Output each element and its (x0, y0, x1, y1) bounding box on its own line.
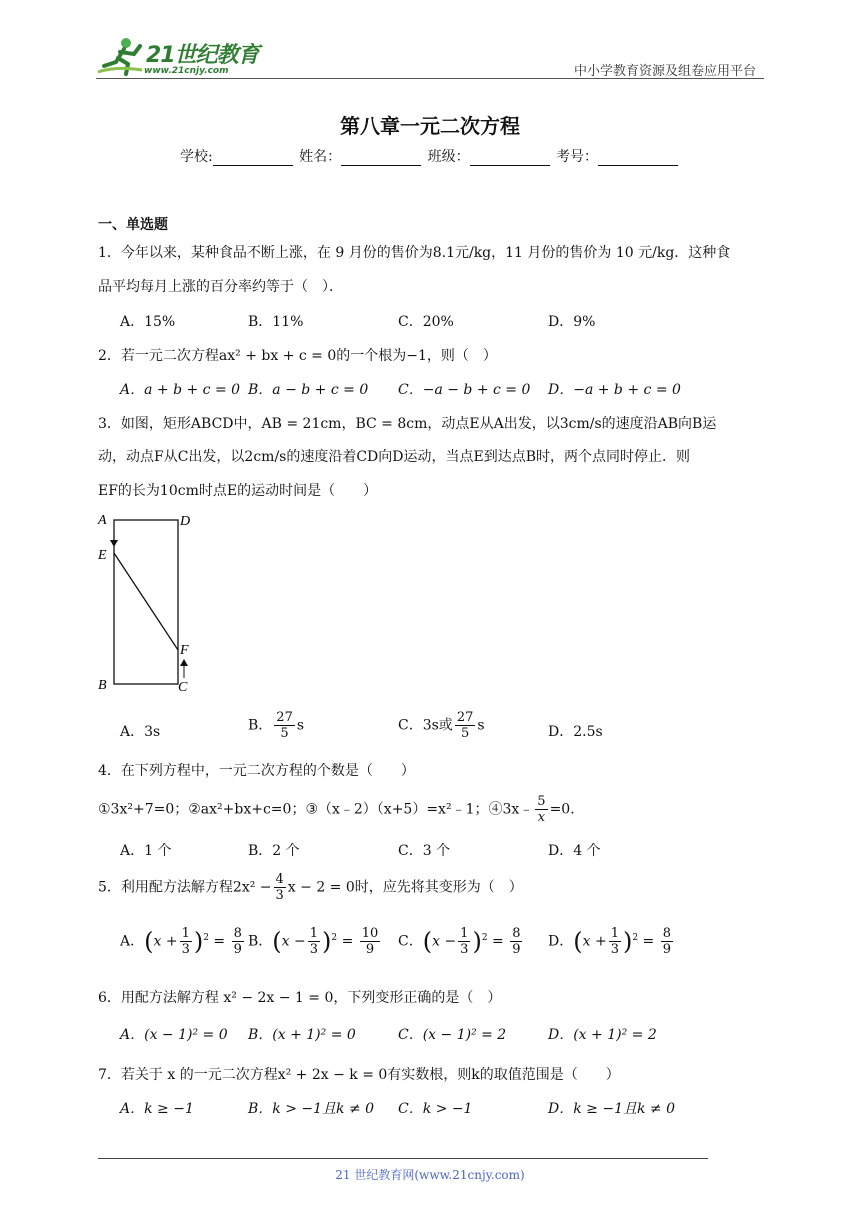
name-label: 姓名： (299, 149, 342, 165)
label-a: A (98, 513, 107, 528)
q6-option-a[interactable]: A．(x − 1)² = 0 (120, 1027, 228, 1043)
q3-option-a[interactable]: A．3s (120, 724, 161, 740)
header-platform-text: 中小学教育资源及组卷应用平台 (573, 64, 756, 79)
option-fraction (609, 926, 621, 957)
label-c: C (178, 680, 188, 695)
q5-option-b[interactable]: B．(x − $\frac{1}{3}$ )$^2$ = $\frac{10}{9}$ (248, 926, 379, 957)
name-blank[interactable] (341, 151, 421, 166)
fraction-denominator: 3 (275, 888, 284, 903)
q4-equations-text: ①3x²+7=0；②ax²+bx+c=0；③（x﹣2）（x+5）=x²﹣1；④3x﹣ (98, 801, 534, 818)
logo-text: 21世纪教育 (146, 43, 259, 68)
school-label: 学校: (179, 149, 213, 165)
fraction-numerator: 1 (309, 926, 319, 941)
option-inner: x − (432, 933, 457, 950)
segment-ef (114, 553, 178, 650)
q5-option-d[interactable]: D．(x + $\frac{1}{3}$ )$^2$ = $\frac{8}{9}$ (548, 926, 671, 957)
q3-option-c-fraction (455, 710, 476, 741)
exam-no-blank[interactable] (598, 151, 678, 166)
q1-option-a[interactable]: A．15% (120, 314, 176, 330)
school-blank[interactable] (213, 151, 293, 166)
q6-option-c[interactable]: C．(x − 1)² = 2 (398, 1027, 507, 1043)
option-fraction (458, 926, 470, 957)
fraction-denominator: x (537, 810, 546, 825)
runner-logo-icon (96, 36, 144, 76)
option-rhs-fraction (661, 926, 673, 957)
fraction-numerator: 8 (662, 926, 671, 941)
q2-option-c[interactable]: C．−a − b + c = 0 (398, 382, 531, 398)
fraction-numerator: 27 (456, 710, 474, 725)
q3-option-b-label: B． (248, 717, 273, 734)
rectangle-figure (96, 510, 206, 695)
class-blank[interactable] (470, 151, 550, 166)
option-inner: x + (582, 933, 607, 950)
fraction-numerator: 10 (361, 926, 379, 941)
q5-text-a: 5．利用配方法解方程2x² − (98, 879, 272, 896)
fraction-denominator: 9 (662, 942, 671, 957)
label-f: F (180, 643, 189, 658)
q3-option-b-fraction (274, 710, 295, 741)
footer-divider (98, 1158, 708, 1159)
option-inner: x − (281, 933, 306, 950)
q1-option-b[interactable]: B．11% (248, 314, 304, 330)
fraction-numerator: 1 (610, 926, 619, 941)
fraction-denominator: 3 (460, 942, 469, 957)
option-inner: x + (153, 933, 178, 950)
q4-option-b[interactable]: B．2 个 (248, 843, 300, 859)
question-2-line-1: 2．若一元二次方程ax² + bx + c = 0的一个根为−1，则（ ） (98, 348, 497, 364)
footer-text[interactable]: 21 世纪教育网(www.21cnjy.com) (335, 1168, 525, 1182)
fraction-denominator: 3 (181, 942, 190, 957)
fraction-denominator: 3 (309, 942, 319, 957)
q4-equations-end: =0． (549, 801, 585, 818)
q4-option-a[interactable]: A．1 个 (120, 843, 172, 859)
label-b: B (98, 678, 107, 693)
exam-no-label: 考号： (556, 149, 599, 165)
option-label: D． (548, 933, 574, 950)
question-4-line-1: 4．在下列方程中，一元二次方程的个数是（ ） (98, 763, 415, 779)
arrow-e-head (110, 540, 118, 547)
fraction-denominator: 5 (460, 726, 470, 741)
label-d: D (180, 514, 191, 529)
q5-option-c[interactable]: C．(x − $\frac{1}{3}$ )$^2$ = $\frac{8}{9}$ (398, 926, 521, 957)
fraction-numerator: 8 (233, 926, 242, 941)
question-4-line-2 (98, 794, 584, 825)
logo-url: www.21cnjy.com (144, 66, 229, 76)
fraction-denominator: 9 (512, 942, 521, 957)
q2-option-a[interactable]: A．a + b + c = 0 (120, 382, 241, 398)
q4-option-d[interactable]: D．4 个 (548, 843, 601, 859)
label-e: E (98, 548, 107, 563)
arrow-f-head (180, 659, 188, 666)
q7-option-b[interactable]: B．k > −1且k ≠ 0 (248, 1101, 375, 1117)
question-3-line-3: EF的长为10cm时点E的运动时间是（ ） (98, 483, 378, 499)
option-rhs-fraction (232, 926, 244, 957)
question-3-line-1: 3．如图，矩形ABCD中，AB = 21cm，BC = 8cm，动点E从A出发，以3cm/s的速度沿AB向B运 (98, 416, 717, 432)
fraction-numerator: 8 (512, 926, 521, 941)
q2-option-d[interactable]: D．−a + b + c = 0 (548, 382, 681, 398)
option-fraction (308, 926, 320, 957)
q5-text-b: x − 2 = 0时，应先将其变形为（ ） (287, 879, 523, 896)
q3-option-b-unit: s (296, 717, 305, 734)
option-rhs-fraction (510, 926, 522, 957)
q4-fraction (535, 794, 547, 825)
q5-fraction (274, 872, 286, 903)
q1-option-d[interactable]: D．9% (548, 314, 596, 330)
fraction-numerator: 5 (537, 794, 546, 809)
option-label: A． (120, 933, 145, 950)
q3-option-d[interactable]: D．2.5s (548, 724, 603, 740)
q3-option-c-label: C．3s或 (398, 717, 453, 734)
question-1-line-2: 品平均每月上涨的百分率约等于（ ）． (98, 279, 343, 295)
fraction-numerator: 27 (276, 710, 293, 725)
fraction-numerator: 4 (275, 872, 284, 887)
q2-option-b[interactable]: B．a − b + c = 0 (248, 382, 369, 398)
page-title: 第八章一元二次方程 (340, 114, 520, 138)
student-fields (0, 146, 860, 166)
option-label: C． (398, 933, 423, 950)
section-heading: 一、单选题 (98, 217, 168, 233)
fraction-denominator: 9 (233, 942, 242, 957)
question-6-line-1: 6．用配方法解方程 x² − 2x − 1 = 0，下列变形正确的是（ ） (98, 990, 502, 1006)
q3-option-b[interactable] (248, 710, 304, 741)
option-rhs-fraction (360, 926, 381, 957)
header-divider (96, 78, 764, 79)
fraction-numerator: 1 (181, 926, 190, 941)
option-fraction (180, 926, 192, 957)
q5-option-a[interactable]: A．(x + $\frac{1}{3}$ )$^2$ = $\frac{8}{9}$ (120, 926, 242, 957)
question-7-line-1: 7．若关于 x 的一元二次方程x² + 2x − k = 0有实数根，则k的取值范围是（ ） (98, 1067, 620, 1083)
site-logo (96, 36, 266, 80)
q1-option-c[interactable]: C．20% (398, 314, 454, 330)
fraction-denominator: 9 (365, 942, 375, 957)
fraction-numerator: 1 (460, 926, 469, 941)
question-3-line-2: 动，动点F从C出发，以2cm/s的速度沿着CD向D运动，当点E到达点B时，两个点同时停止．则 (98, 449, 691, 465)
fraction-denominator: 5 (280, 726, 289, 741)
q6-option-d[interactable]: D．(x + 1)² = 2 (548, 1027, 657, 1043)
q3-option-c[interactable] (398, 710, 485, 741)
q4-option-c[interactable]: C．3 个 (398, 843, 451, 859)
question-5-line-1 (98, 872, 523, 903)
q7-option-d[interactable]: D．k ≥ −1且k ≠ 0 (548, 1101, 675, 1117)
question-1-line-1: 1．今年以来，某种食品不断上涨，在 9 月份的售价为8.1元/kg，11 月份的售价为 10 元/kg．这种食 (98, 245, 731, 261)
q7-option-c[interactable]: C．k > −1 (398, 1101, 473, 1117)
option-label: B． (248, 933, 273, 950)
q6-option-b[interactable]: B．(x + 1)² = 0 (248, 1027, 356, 1043)
fraction-denominator: 3 (610, 942, 619, 957)
q3-option-c-unit: s (477, 717, 485, 734)
q7-option-a[interactable]: A．k ≥ −1 (120, 1101, 194, 1117)
class-label: 班级： (427, 149, 470, 165)
